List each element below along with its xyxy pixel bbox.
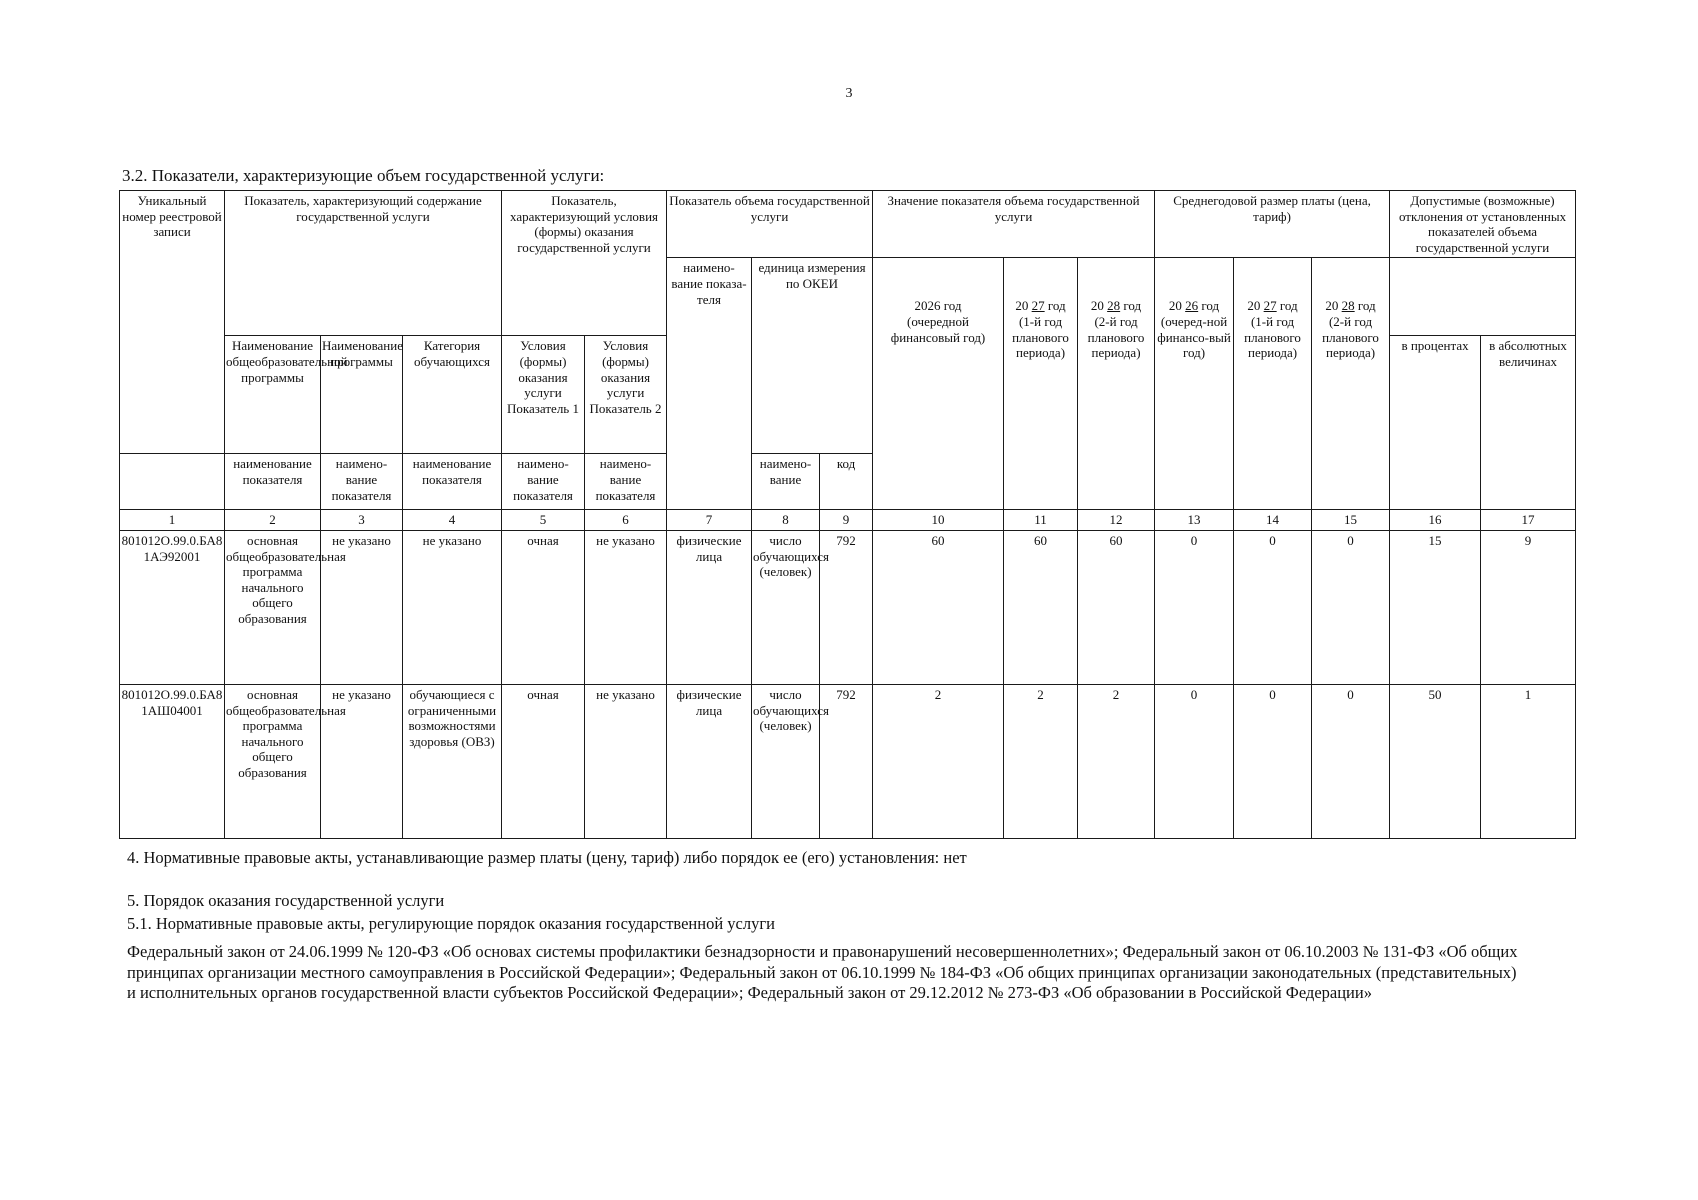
- header-category: Категория обучающихся: [403, 336, 502, 454]
- year-2026-sub: (очередной финансовый год): [890, 313, 986, 345]
- col-number: 4: [403, 510, 502, 531]
- col-number: 5: [502, 510, 585, 531]
- cell-dev-pct: 50: [1390, 684, 1481, 838]
- yr-prefix: 20: [1247, 298, 1261, 314]
- header-unit-code: код: [820, 454, 873, 510]
- header-conditions-indicator: Показатель, характеризующий условия (формы) оказания государственной услуги: [502, 191, 667, 336]
- section-5-title: 5. Порядок оказания государственной услуги: [127, 891, 445, 910]
- cell-dev-abs: 1: [1481, 684, 1576, 838]
- header-fee-2026: [1155, 258, 1234, 510]
- cell-v2027: 2: [1004, 684, 1078, 838]
- header-name-indicator-3: наимено-вание показателя: [321, 454, 403, 510]
- header-name-indicator-4: наименование показателя: [403, 454, 502, 510]
- cell-program: основная общеобразовательная программа начального общего образования: [225, 684, 321, 838]
- header-content-indicator: Показатель, характеризующий содержание государственной услуги: [225, 191, 502, 336]
- cell-f2026: 0: [1155, 684, 1234, 838]
- yr-suffix: год: [1279, 298, 1298, 314]
- header-program: Наименование программы: [321, 336, 403, 454]
- year-2026-label: 2026 год: [914, 298, 962, 314]
- yr-27: 27: [1031, 298, 1045, 314]
- cell-v2026: 2: [873, 684, 1004, 838]
- cell-registry: 801012О.99.0.БА81АШ04001: [120, 684, 225, 838]
- header-name-indicator-6: наимено-вание показателя: [585, 454, 667, 510]
- cell-program: основная общеобразовательная программа начального общего образования: [225, 530, 321, 684]
- header-dev-percent: в процентах: [1390, 336, 1481, 510]
- col-number: 13: [1155, 510, 1234, 531]
- col-number: 12: [1078, 510, 1155, 531]
- cell-indicator: физические лица: [667, 530, 752, 684]
- first-plan-label: (1-й год планового периода): [1244, 313, 1301, 361]
- header-name-indicator-5: наимено-вание показателя: [502, 454, 585, 510]
- yr-prefix: 20: [1325, 298, 1339, 314]
- header-fee-2027: [1234, 258, 1312, 510]
- col-number: 15: [1312, 510, 1390, 531]
- unit-okei-label: единица измерения по ОКЕИ: [758, 260, 866, 291]
- cell-v2026: 60: [873, 530, 1004, 684]
- laws-paragraph: Федеральный закон от 24.06.1999 № 120-ФЗ «Об основах системы профилактики безнадзорности и правонарушений несовершеннолетних»; Федеральный закон от 06.10.2003 № 131-ФЗ «Об общих принципах организации местного самоуправления в Российской Федерации»; Федеральный закон от 06.10.1999 № 184-ФЗ «Об общих принципах организации законодательных (представительных) и исполнительных органов государственной власти субъектов Российской Федерации»; Федеральный закон от 29.12.2012 № 273-ФЗ «Об образовании в Российской Федерации»: [127, 942, 1518, 1003]
- cell-code: 792: [820, 684, 873, 838]
- header-2027: [1004, 258, 1078, 510]
- header-volume-indicator: Показатель объема государственной услуги: [667, 191, 873, 258]
- yr-suffix: год: [1201, 298, 1220, 314]
- yr-suffix: год: [1357, 298, 1376, 314]
- cell-v2028: 2: [1078, 684, 1155, 838]
- col-number: 14: [1234, 510, 1312, 531]
- header-dev-absolute: в абсолютных величинах: [1481, 336, 1576, 510]
- cell-form: очная: [502, 530, 585, 684]
- col-number: 6: [585, 510, 667, 531]
- yr-suffix: год: [1123, 298, 1142, 314]
- col-number: 11: [1004, 510, 1078, 531]
- cell-form: очная: [502, 684, 585, 838]
- cell-f2027: 0: [1234, 684, 1312, 838]
- fin-year-label: (очеред-ной финансо-вый год): [1157, 313, 1231, 361]
- cell-f2027: 0: [1234, 530, 1312, 684]
- header-deviations-spacer: [1390, 258, 1576, 336]
- header-volume-value: Значение показателя объема государственной услуги: [873, 191, 1155, 258]
- header-deviations: Допустимые (возможные) отклонения от установленных показателей объема государственной услуги: [1390, 191, 1576, 258]
- col-number: 3: [321, 510, 403, 531]
- cell-registry: 801012О.99.0.БА81АЭ92001: [120, 530, 225, 684]
- header-condition-2: Условия (формы) оказания услуги Показатель 2: [585, 336, 667, 454]
- header-unit-okei: [752, 258, 873, 454]
- cell-condition-2: не указано: [585, 684, 667, 838]
- header-name-indicator-2: наименование показателя: [225, 454, 321, 510]
- cell-dev-pct: 15: [1390, 530, 1481, 684]
- second-plan-label: (2-й год планового периода): [1322, 313, 1379, 361]
- header-unique-number: Уникальный номер реестровой записи: [120, 191, 225, 454]
- section-4-text: 4. Нормативные правовые акты, устанавливающие размер платы (цену, тариф) либо порядок ее (его) установления: нет: [127, 848, 967, 867]
- section-title: 3.2. Показатели, характеризующие объем государственной услуги:: [122, 166, 605, 185]
- cell-program-name: не указано: [321, 530, 403, 684]
- cell-f2026: 0: [1155, 530, 1234, 684]
- yr-28: 28: [1341, 298, 1355, 314]
- header-condition-1: Условия (формы) оказания услуги Показатель 1: [502, 336, 585, 454]
- yr-28: 28: [1107, 298, 1121, 314]
- page-number: 3: [845, 86, 853, 101]
- header-2026: [873, 258, 1004, 510]
- col-number: 16: [1390, 510, 1481, 531]
- cell-indicator: физические лица: [667, 684, 752, 838]
- cell-f2028: 0: [1312, 530, 1390, 684]
- col-number: 2: [225, 510, 321, 531]
- cell-v2027: 60: [1004, 530, 1078, 684]
- second-plan-label: (2-й год планового периода): [1087, 313, 1145, 361]
- col-number: 10: [873, 510, 1004, 531]
- table-row: [120, 684, 1576, 838]
- col-number: 8: [752, 510, 820, 531]
- header-blank: [120, 454, 225, 510]
- cell-unit: число обучающихся (человек): [752, 684, 820, 838]
- header-fee-2028: [1312, 258, 1390, 510]
- col-number: 7: [667, 510, 752, 531]
- volume-indicators-table: [119, 190, 1576, 839]
- table-row: [120, 530, 1576, 684]
- cell-category: обучающиеся с ограниченными возможностями здоровья (ОВЗ): [403, 684, 502, 838]
- cell-code: 792: [820, 530, 873, 684]
- yr-prefix: 20: [1090, 298, 1104, 314]
- header-avg-fee: Среднегодовой размер платы (цена, тариф): [1155, 191, 1390, 258]
- cell-unit: число обучающихся (человек): [752, 530, 820, 684]
- col-number: 1: [120, 510, 225, 531]
- cell-condition-2: не указано: [585, 530, 667, 684]
- cell-program-name: не указано: [321, 684, 403, 838]
- header-indicator-name: наимено-вание показа-теля: [667, 258, 752, 510]
- cell-v2028: 60: [1078, 530, 1155, 684]
- yr-27: 27: [1263, 298, 1277, 314]
- cell-f2028: 0: [1312, 684, 1390, 838]
- cell-dev-abs: 9: [1481, 530, 1576, 684]
- header-unit-name: наимено-вание: [752, 454, 820, 510]
- first-plan-label: (1-й год планового периода): [1012, 313, 1069, 361]
- yr-prefix: 20: [1015, 298, 1029, 314]
- col-number: 17: [1481, 510, 1576, 531]
- col-number: 9: [820, 510, 873, 531]
- yr-26: 26: [1185, 298, 1199, 314]
- header-2028: [1078, 258, 1155, 510]
- section-5-1-title: 5.1. Нормативные правовые акты, регулирующие порядок оказания государственной услуги: [127, 914, 775, 933]
- cell-category: не указано: [403, 530, 502, 684]
- header-program-name: Наименование общеобразовательной программы: [225, 336, 321, 454]
- yr-prefix: 20: [1168, 298, 1182, 314]
- yr-suffix: год: [1047, 298, 1066, 314]
